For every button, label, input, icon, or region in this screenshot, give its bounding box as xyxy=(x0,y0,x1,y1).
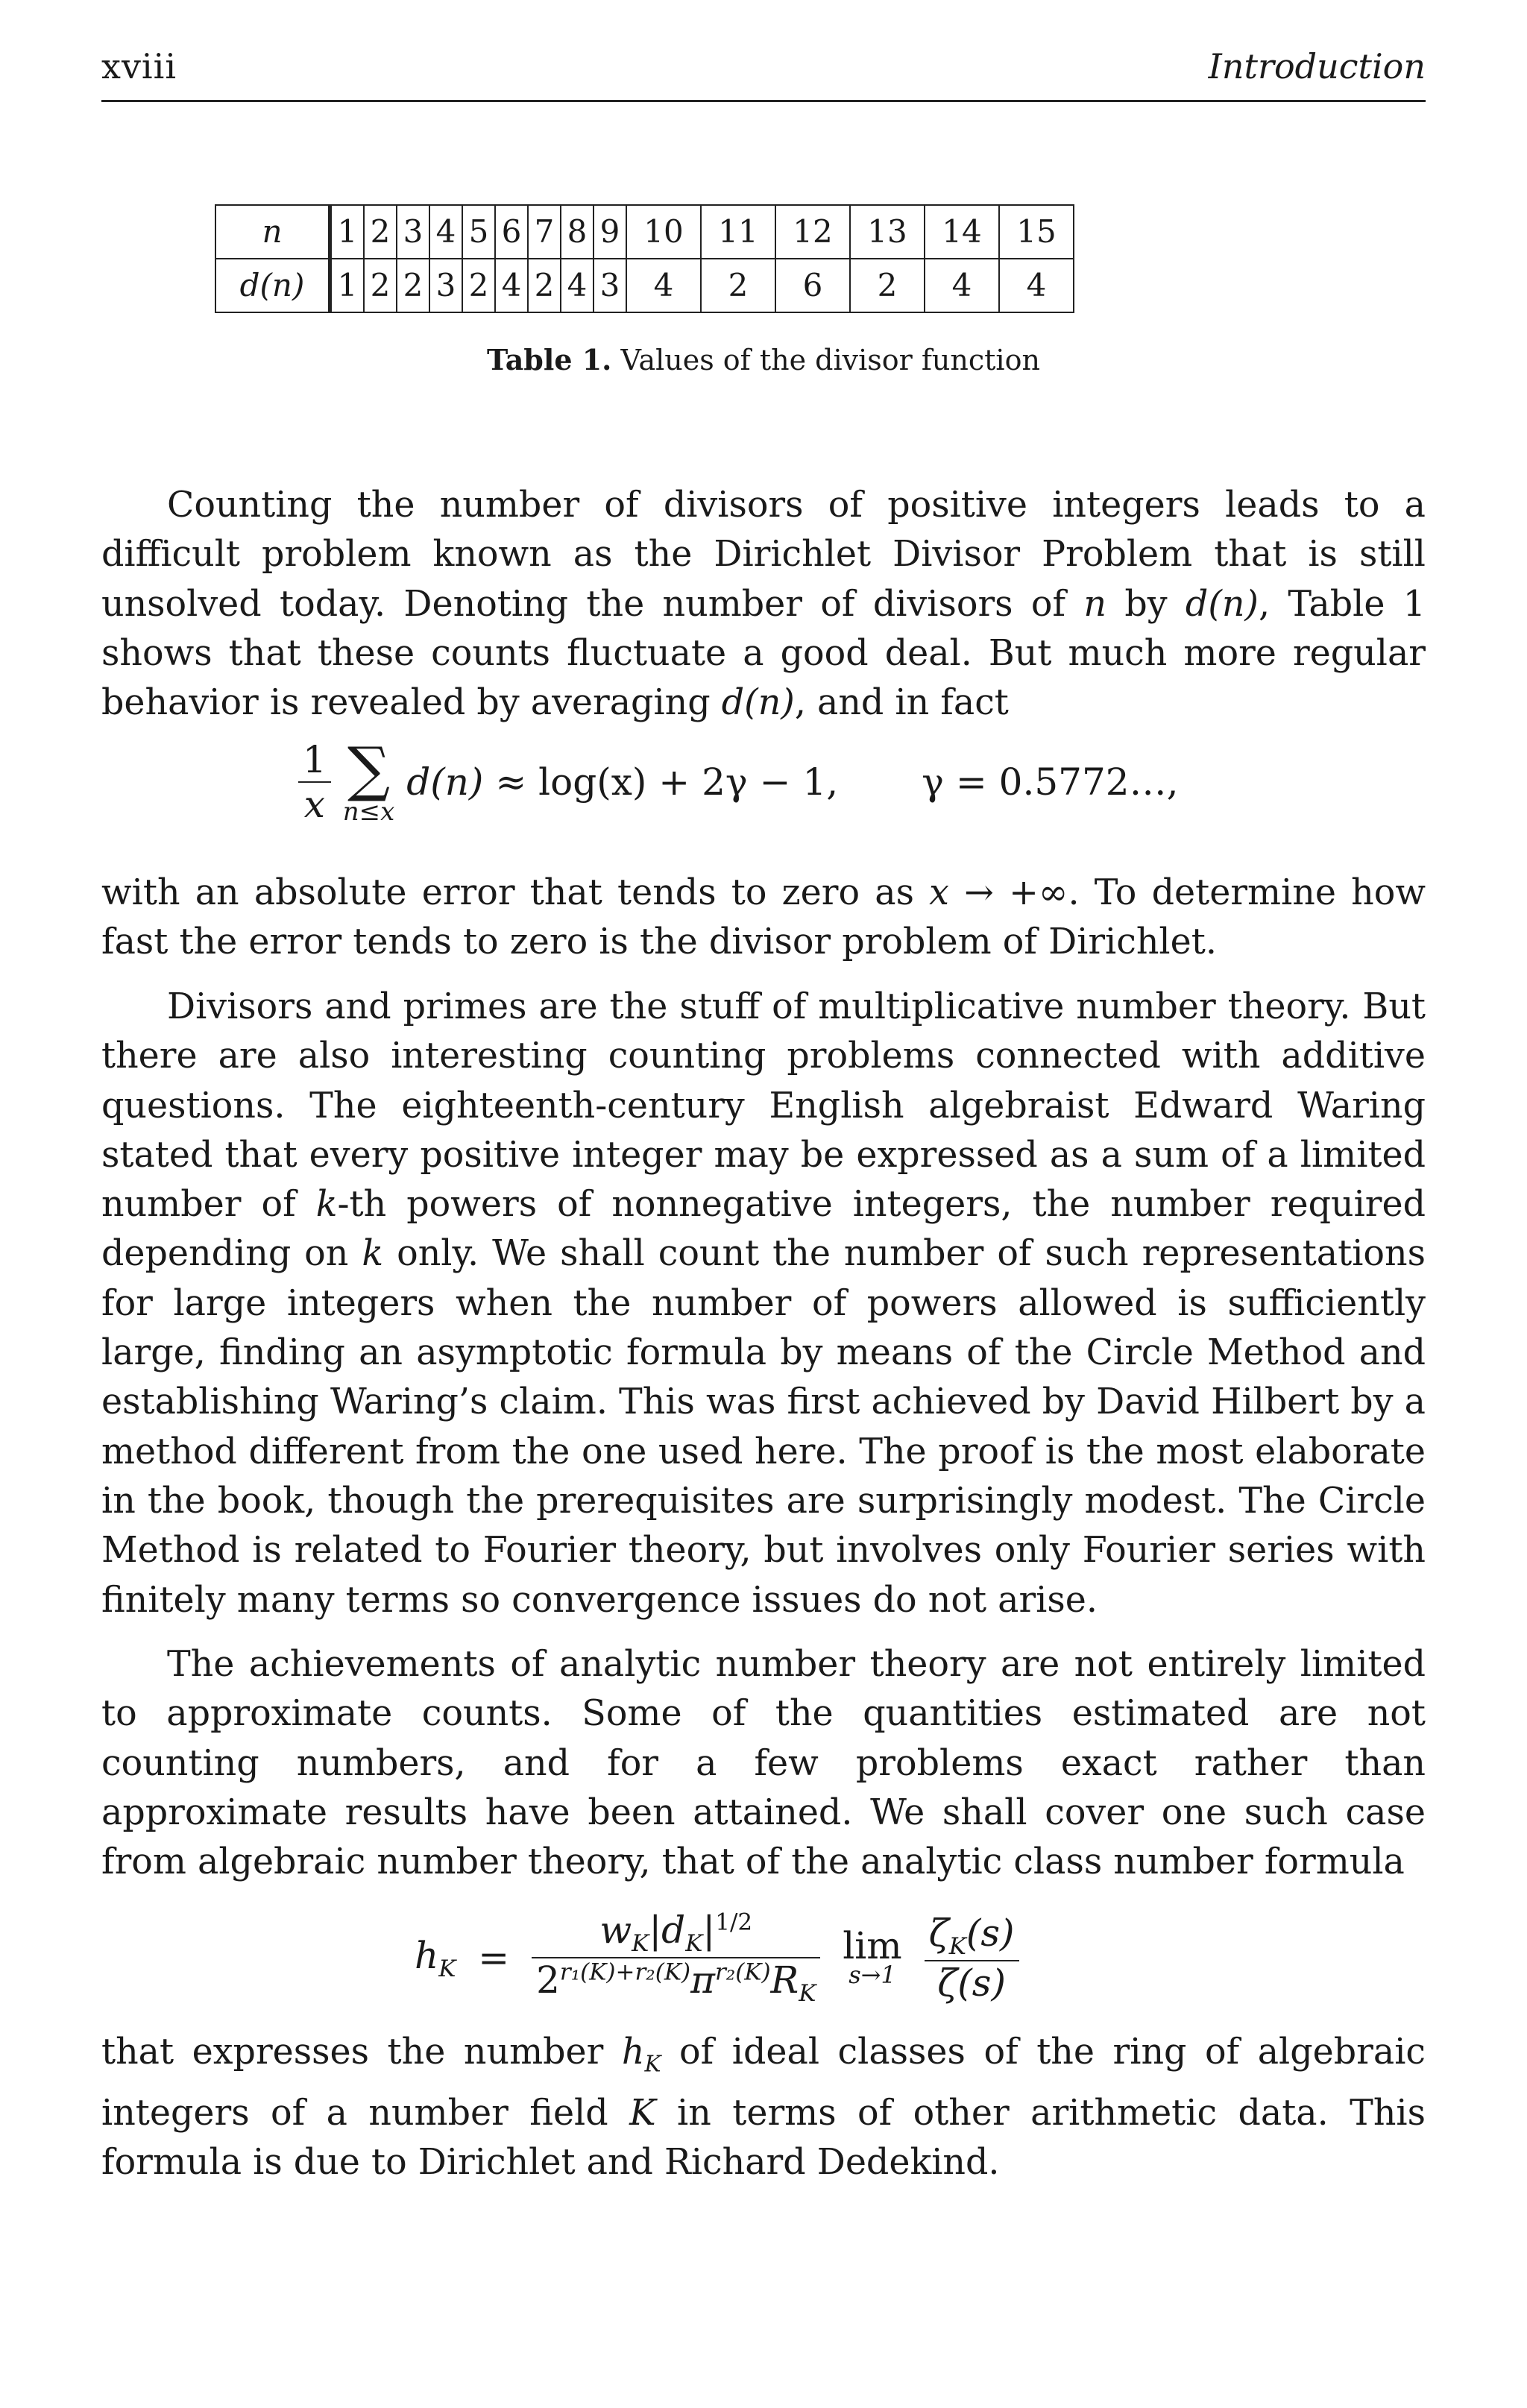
table-cell: 7 xyxy=(528,205,561,259)
limit xyxy=(843,1924,902,1989)
chapter-title: Introduction xyxy=(1208,46,1426,86)
table-cell: 2 xyxy=(850,259,925,312)
table-cell: 3 xyxy=(594,259,626,312)
limit-subscript: s→1 xyxy=(848,1961,896,1989)
text-run: with an absolute error that tends to zero as xyxy=(101,872,930,913)
table-cell: 14 xyxy=(925,205,999,259)
table-cell: 2 xyxy=(364,205,397,259)
divisor-table xyxy=(215,204,1074,313)
table-cell: 2 xyxy=(397,259,429,312)
table-row-n xyxy=(215,205,1074,259)
text-run: , and in fact xyxy=(794,682,1009,724)
table-cell: 2 xyxy=(701,259,775,312)
sigma-glyph: ∑ xyxy=(347,734,391,804)
math-subscript: K xyxy=(438,1955,456,1982)
table-cell: 2 xyxy=(528,259,561,312)
fraction-numerator xyxy=(925,1911,1019,1961)
table-cell: 4 xyxy=(999,259,1074,312)
fraction-denominator: x xyxy=(303,783,325,826)
table-cell: 9 xyxy=(594,205,626,259)
math-subscript: K xyxy=(632,1930,649,1957)
table-cell: 11 xyxy=(701,205,775,259)
math-term: 2 xyxy=(536,1958,560,2002)
fraction-numerator xyxy=(532,1909,820,1958)
math-subscript: K xyxy=(799,1980,816,2007)
math-term xyxy=(621,2032,661,2077)
table-row-label: d(n) xyxy=(215,259,330,312)
text-run: -th powers of nonnegative integers, the number required depending on xyxy=(101,1184,1426,1275)
running-head xyxy=(101,45,1426,102)
table-cell: 15 xyxy=(999,205,1074,259)
table-cell: 6 xyxy=(775,259,850,312)
paragraph-waring xyxy=(101,983,1426,1625)
table-cell: 13 xyxy=(850,205,925,259)
fraction xyxy=(925,1911,1019,2005)
table-cell: 8 xyxy=(561,205,594,259)
math-var: k xyxy=(315,1184,338,1226)
math-term: | xyxy=(702,1909,716,1952)
table-cell: 4 xyxy=(561,259,594,312)
paragraph-dedekind xyxy=(101,2028,1426,2187)
table-cell: 4 xyxy=(925,259,999,312)
text-run: . To determine how fast the error tends to zero is the divisor problem of Dirichlet. xyxy=(101,872,1426,963)
formula-class-number xyxy=(415,1909,1019,2007)
fraction-denominator xyxy=(532,1958,820,2007)
fraction-numerator: 1 xyxy=(298,738,331,783)
fraction xyxy=(298,738,331,826)
text-run: Counting the number of divisors of positive integers leads to a difficult problem known as the Dirichlet Divisor Problem that is still unsolved today. Denoting the number of divisors of xyxy=(101,485,1426,625)
math-var: x xyxy=(929,872,949,913)
fraction xyxy=(532,1909,820,2007)
math-var: n xyxy=(1083,583,1106,625)
table-cell: 4 xyxy=(626,259,701,312)
text-run: in terms of other arithmetic data. This formula is due to Dirichlet and Richard Dedekind. xyxy=(101,2092,1426,2184)
text-run: that expresses the number xyxy=(101,2032,622,2073)
page-number: xviii xyxy=(101,46,177,86)
text-run: , Table 1 shows that these counts fluctuate a good deal. But much more regular behavior is revealed by averaging xyxy=(101,583,1426,724)
table-caption-text: Values of the divisor function xyxy=(620,344,1040,376)
table-cell: 2 xyxy=(364,259,397,312)
math-exponent: 1/2 xyxy=(715,1909,753,1936)
math-subscript: K xyxy=(948,1932,966,1960)
math-subscript: K xyxy=(644,2051,661,2077)
math-var: h xyxy=(415,1933,439,1977)
table-cell: 3 xyxy=(429,259,462,312)
sum-subscript: n≤x xyxy=(342,797,395,827)
math-var: K xyxy=(629,2092,656,2134)
text-run: by xyxy=(1106,583,1186,625)
table-caption xyxy=(0,343,1527,376)
table-cell: 1 xyxy=(330,205,365,259)
fraction-denominator: ζ(s) xyxy=(937,1961,1006,2005)
math-var: R xyxy=(770,1958,799,2002)
sum-symbol xyxy=(342,734,395,827)
table-row-label: n xyxy=(215,205,330,259)
math-term xyxy=(415,1933,456,1982)
math-term: (s) xyxy=(966,1911,1015,1955)
table-cell: 5 xyxy=(462,205,495,259)
table-cell: 12 xyxy=(775,205,850,259)
table-cell: 2 xyxy=(462,259,495,312)
equals-sign: = xyxy=(478,1936,510,1979)
math-var: d(n) xyxy=(721,682,795,724)
math-exponent: r₁(K)+r₂(K) xyxy=(559,1958,691,1986)
math-term: d(n) xyxy=(406,760,484,804)
table-cell: 4 xyxy=(495,259,528,312)
math-var: k xyxy=(362,1233,384,1275)
gamma-definition: γ = 0.5772…, xyxy=(922,760,1179,804)
math-var: |d xyxy=(649,1909,686,1952)
math-var: π xyxy=(690,1958,715,2002)
math-var: h xyxy=(621,2032,645,2073)
paragraph-error-term xyxy=(101,869,1426,968)
table-row-dn xyxy=(215,259,1074,312)
math-term: ≈ log(x) + 2γ − 1, xyxy=(483,760,839,804)
math-var: w xyxy=(599,1909,632,1952)
paragraph-divisor-problem xyxy=(101,481,1426,728)
table-cell: 4 xyxy=(429,205,462,259)
math-var: ζ xyxy=(928,1911,949,1955)
math-subscript: K xyxy=(685,1930,703,1957)
paragraph-class-number: The achievements of analytic number theory are not entirely limited to approximate counts. Some of the quantities estimated are not counting numbers, and for a few problems exact rather than approximate results have been attained. We shall cover one such case from algebraic number theory, that of the analytic class number formula xyxy=(101,1644,1426,1883)
math-var: d(n) xyxy=(1185,583,1259,625)
text-run: only. We shall count the number of such representations for large integers when the number of powers allowed is sufficiently large, finding an asymptotic formula by means of the Circle Method and establishing Waring’s claim. This was first achieved by David Hilbert by a method different from the one used here. The proof is the most elaborate in the book, though the prerequisites are surprisingly modest. The Circle Method is related to Fourier theory, but involves only Fourier series with finitely many terms so convergence issues do not arise. xyxy=(101,1233,1426,1621)
table-caption-label: Table 1. xyxy=(487,343,612,376)
limit-word: lim xyxy=(843,1924,902,1967)
text-run: Divisors and primes are the stuff of multiplicative number theory. But there are also interesting counting problems connected with additive questions. The eighteenth-century English algebraist Edward Waring stated that every positive integer may be expressed as a sum of a limited number of xyxy=(101,986,1426,1226)
math-exponent: r₂(K) xyxy=(714,1958,771,1986)
text-run: of ideal classes of the ring of algebraic integers of a number field xyxy=(101,2032,1426,2134)
math-term: → +∞ xyxy=(948,872,1068,913)
table-cell: 6 xyxy=(495,205,528,259)
table-cell: 3 xyxy=(397,205,429,259)
formula-divisor-average xyxy=(298,734,1179,827)
table-cell: 10 xyxy=(626,205,701,259)
table-cell: 1 xyxy=(330,259,365,312)
